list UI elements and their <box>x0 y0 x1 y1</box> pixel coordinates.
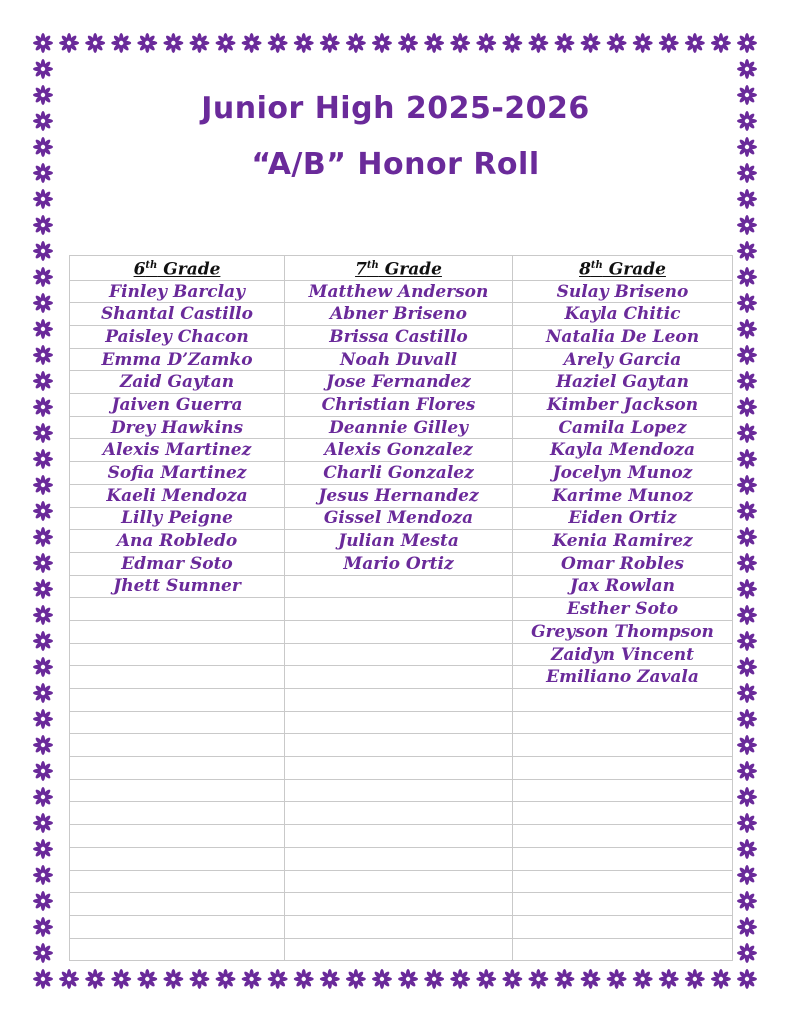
student-name-cell: Alexis Martinez <box>70 439 285 462</box>
asterisk-flower-icon <box>476 33 496 53</box>
student-name-cell: Mario Ortiz <box>285 552 513 575</box>
student-name-cell <box>285 666 513 689</box>
asterisk-flower-icon <box>685 969 705 989</box>
column-header-6th-grade: 6th Grade <box>70 256 285 281</box>
asterisk-flower-icon <box>450 969 470 989</box>
asterisk-flower-icon <box>33 371 53 391</box>
student-name-cell: Camila Lopez <box>513 416 733 439</box>
student-name-cell: Jesus Hernandez <box>285 484 513 507</box>
asterisk-flower-icon <box>737 761 757 781</box>
student-name-cell: Abner Briseno <box>285 303 513 326</box>
student-name-cell: Natalia De Leon <box>513 326 733 349</box>
title-block <box>0 88 791 186</box>
asterisk-flower-icon <box>711 969 731 989</box>
asterisk-flower-icon <box>737 527 757 547</box>
table-row <box>70 666 733 689</box>
student-name-cell <box>285 847 513 870</box>
asterisk-flower-icon <box>476 969 496 989</box>
asterisk-flower-icon <box>33 605 53 625</box>
asterisk-flower-icon <box>737 657 757 677</box>
asterisk-flower-icon <box>737 59 757 79</box>
student-name-cell <box>70 915 285 938</box>
asterisk-flower-icon <box>33 527 53 547</box>
asterisk-flower-icon <box>216 33 236 53</box>
asterisk-flower-icon <box>33 475 53 495</box>
asterisk-flower-icon <box>33 709 53 729</box>
student-name-cell: Jocelyn Munoz <box>513 462 733 485</box>
student-name-cell <box>513 847 733 870</box>
asterisk-flower-icon <box>372 33 392 53</box>
table-row <box>70 530 733 553</box>
asterisk-flower-icon <box>33 813 53 833</box>
asterisk-flower-icon <box>737 397 757 417</box>
table-row <box>70 348 733 371</box>
asterisk-flower-icon <box>737 475 757 495</box>
asterisk-flower-icon <box>737 709 757 729</box>
student-name-cell: Brissa Castillo <box>285 326 513 349</box>
asterisk-flower-icon <box>502 969 522 989</box>
student-name-cell <box>285 802 513 825</box>
asterisk-flower-icon <box>33 293 53 313</box>
asterisk-flower-icon <box>59 33 79 53</box>
table-row <box>70 893 733 916</box>
student-name-cell: Jax Rowlan <box>513 575 733 598</box>
table-row <box>70 280 733 303</box>
student-name-cell: Esther Soto <box>513 598 733 621</box>
column-header-7th-grade: 7th Grade <box>285 256 513 281</box>
asterisk-flower-icon <box>737 33 757 53</box>
table-row <box>70 825 733 848</box>
student-name-cell: Zaidyn Vincent <box>513 643 733 666</box>
asterisk-flower-icon <box>737 865 757 885</box>
asterisk-flower-icon <box>33 969 53 989</box>
asterisk-flower-icon <box>398 969 418 989</box>
table-row <box>70 757 733 780</box>
asterisk-flower-icon <box>737 449 757 469</box>
asterisk-flower-icon <box>607 969 627 989</box>
asterisk-flower-icon <box>33 631 53 651</box>
table-row <box>70 303 733 326</box>
student-name-cell: Christian Flores <box>285 394 513 417</box>
student-name-cell <box>285 938 513 961</box>
table-row <box>70 779 733 802</box>
asterisk-flower-icon <box>346 969 366 989</box>
asterisk-flower-icon <box>502 33 522 53</box>
asterisk-flower-icon <box>33 839 53 859</box>
asterisk-flower-icon <box>85 33 105 53</box>
asterisk-flower-icon <box>372 969 392 989</box>
asterisk-flower-icon <box>607 33 627 53</box>
asterisk-flower-icon <box>737 319 757 339</box>
asterisk-flower-icon <box>737 891 757 911</box>
asterisk-flower-icon <box>737 735 757 755</box>
student-name-cell <box>513 938 733 961</box>
student-name-cell: Sulay Briseno <box>513 280 733 303</box>
student-name-cell: Sofia Martinez <box>70 462 285 485</box>
asterisk-flower-icon <box>737 969 757 989</box>
asterisk-flower-icon <box>737 943 757 963</box>
asterisk-flower-icon <box>85 969 105 989</box>
table-row <box>70 847 733 870</box>
student-name-cell <box>70 870 285 893</box>
page-title: Junior High 2025-2026 <box>201 91 590 126</box>
student-name-cell: Omar Robles <box>513 552 733 575</box>
asterisk-flower-icon <box>33 657 53 677</box>
table-row <box>70 620 733 643</box>
asterisk-flower-icon <box>294 969 314 989</box>
asterisk-flower-icon <box>33 787 53 807</box>
asterisk-flower-icon <box>737 917 757 937</box>
student-name-cell: Jaiven Guerra <box>70 394 285 417</box>
student-name-cell: Paisley Chacon <box>70 326 285 349</box>
student-name-cell: Kayla Mendoza <box>513 439 733 462</box>
table-row <box>70 575 733 598</box>
asterisk-flower-icon <box>294 33 314 53</box>
student-name-cell <box>513 825 733 848</box>
student-name-cell <box>513 711 733 734</box>
student-name-cell <box>285 870 513 893</box>
asterisk-flower-icon <box>711 33 731 53</box>
student-name-cell <box>70 825 285 848</box>
table-row <box>70 462 733 485</box>
student-name-cell <box>70 802 285 825</box>
page-subtitle: “A/B” Honor Roll <box>251 147 540 182</box>
student-name-cell: Charli Gonzalez <box>285 462 513 485</box>
asterisk-flower-icon <box>737 215 757 235</box>
asterisk-flower-icon <box>554 969 574 989</box>
student-name-cell: Noah Duvall <box>285 348 513 371</box>
student-name-cell: Deannie Gilley <box>285 416 513 439</box>
asterisk-flower-icon <box>528 969 548 989</box>
asterisk-flower-icon <box>424 969 444 989</box>
asterisk-flower-icon <box>581 33 601 53</box>
asterisk-flower-icon <box>33 865 53 885</box>
table-row <box>70 552 733 575</box>
table-row <box>70 371 733 394</box>
student-name-cell: Drey Hawkins <box>70 416 285 439</box>
student-name-cell: Ana Robledo <box>70 530 285 553</box>
asterisk-flower-icon <box>268 969 288 989</box>
asterisk-flower-icon <box>346 33 366 53</box>
student-name-cell <box>285 643 513 666</box>
asterisk-flower-icon <box>189 33 209 53</box>
student-name-cell <box>285 757 513 780</box>
table-header-row <box>70 256 733 281</box>
asterisk-flower-icon <box>737 787 757 807</box>
asterisk-flower-icon <box>111 969 131 989</box>
asterisk-flower-icon <box>111 33 131 53</box>
student-name-cell <box>513 734 733 757</box>
student-name-cell: Eiden Ortiz <box>513 507 733 530</box>
asterisk-flower-icon <box>33 423 53 443</box>
asterisk-flower-icon <box>424 33 444 53</box>
student-name-cell <box>70 711 285 734</box>
asterisk-flower-icon <box>33 189 53 209</box>
asterisk-flower-icon <box>737 293 757 313</box>
asterisk-flower-icon <box>633 969 653 989</box>
asterisk-flower-icon <box>737 267 757 287</box>
student-name-cell <box>70 620 285 643</box>
asterisk-flower-icon <box>33 891 53 911</box>
student-name-cell <box>70 666 285 689</box>
student-name-cell <box>285 779 513 802</box>
student-name-cell: Kimber Jackson <box>513 394 733 417</box>
asterisk-flower-icon <box>659 33 679 53</box>
asterisk-flower-icon <box>33 319 53 339</box>
table-row <box>70 915 733 938</box>
student-name-cell: Haziel Gaytan <box>513 371 733 394</box>
student-name-cell: Finley Barclay <box>70 280 285 303</box>
asterisk-flower-icon <box>33 683 53 703</box>
asterisk-flower-icon <box>33 215 53 235</box>
student-name-cell <box>513 757 733 780</box>
asterisk-flower-icon <box>737 423 757 443</box>
student-name-cell: Arely Garcia <box>513 348 733 371</box>
table-row <box>70 394 733 417</box>
asterisk-flower-icon <box>320 33 340 53</box>
student-name-cell <box>70 893 285 916</box>
asterisk-flower-icon <box>242 969 262 989</box>
student-name-cell <box>285 575 513 598</box>
table-row <box>70 938 733 961</box>
asterisk-flower-icon <box>320 969 340 989</box>
student-name-cell: Kenia Ramirez <box>513 530 733 553</box>
student-name-cell: Edmar Soto <box>70 552 285 575</box>
asterisk-flower-icon <box>659 969 679 989</box>
asterisk-flower-icon <box>33 761 53 781</box>
student-name-cell: Emiliano Zavala <box>513 666 733 689</box>
asterisk-flower-icon <box>737 631 757 651</box>
table-row <box>70 507 733 530</box>
table-row <box>70 484 733 507</box>
student-name-cell <box>513 689 733 712</box>
column-header-8th-grade: 8th Grade <box>513 256 733 281</box>
table-row <box>70 734 733 757</box>
student-name-cell: Lilly Peigne <box>70 507 285 530</box>
student-name-cell <box>70 643 285 666</box>
asterisk-flower-icon <box>33 241 53 261</box>
asterisk-flower-icon <box>33 397 53 417</box>
asterisk-flower-icon <box>737 605 757 625</box>
asterisk-flower-icon <box>33 449 53 469</box>
asterisk-flower-icon <box>242 33 262 53</box>
table-row <box>70 598 733 621</box>
student-name-cell: Karime Munoz <box>513 484 733 507</box>
table-row <box>70 643 733 666</box>
table-row <box>70 326 733 349</box>
student-name-cell: Emma D’Zamko <box>70 348 285 371</box>
asterisk-flower-icon <box>189 969 209 989</box>
asterisk-flower-icon <box>137 33 157 53</box>
student-name-cell: Kaeli Mendoza <box>70 484 285 507</box>
student-name-cell <box>70 689 285 712</box>
student-name-cell <box>513 893 733 916</box>
student-name-cell <box>285 825 513 848</box>
asterisk-flower-icon <box>33 33 53 53</box>
student-name-cell <box>70 598 285 621</box>
asterisk-flower-icon <box>581 969 601 989</box>
student-name-cell: Shantal Castillo <box>70 303 285 326</box>
honor-roll-table <box>69 255 733 961</box>
student-name-cell <box>70 734 285 757</box>
asterisk-flower-icon <box>528 33 548 53</box>
asterisk-flower-icon <box>450 33 470 53</box>
table-row <box>70 870 733 893</box>
asterisk-flower-icon <box>59 969 79 989</box>
asterisk-flower-icon <box>685 33 705 53</box>
student-name-cell <box>513 915 733 938</box>
asterisk-flower-icon <box>268 33 288 53</box>
student-name-cell <box>285 689 513 712</box>
asterisk-flower-icon <box>33 345 53 365</box>
student-name-cell <box>285 598 513 621</box>
asterisk-flower-icon <box>737 579 757 599</box>
asterisk-flower-icon <box>33 943 53 963</box>
student-name-cell <box>285 893 513 916</box>
student-name-cell <box>285 734 513 757</box>
asterisk-flower-icon <box>33 917 53 937</box>
table-row <box>70 439 733 462</box>
asterisk-flower-icon <box>398 33 418 53</box>
asterisk-flower-icon <box>737 813 757 833</box>
asterisk-flower-icon <box>737 839 757 859</box>
student-name-cell: Greyson Thompson <box>513 620 733 643</box>
student-name-cell: Gissel Mendoza <box>285 507 513 530</box>
table-row <box>70 416 733 439</box>
student-name-cell: Jhett Sumner <box>70 575 285 598</box>
asterisk-flower-icon <box>737 501 757 521</box>
student-name-cell <box>70 757 285 780</box>
asterisk-flower-icon <box>633 33 653 53</box>
asterisk-flower-icon <box>163 969 183 989</box>
asterisk-flower-icon <box>163 33 183 53</box>
student-name-cell <box>70 847 285 870</box>
student-name-cell <box>513 802 733 825</box>
student-name-cell: Jose Fernandez <box>285 371 513 394</box>
asterisk-flower-icon <box>737 553 757 573</box>
asterisk-flower-icon <box>137 969 157 989</box>
asterisk-flower-icon <box>33 735 53 755</box>
asterisk-flower-icon <box>216 969 236 989</box>
student-name-cell: Kayla Chitic <box>513 303 733 326</box>
asterisk-flower-icon <box>737 241 757 261</box>
table-row <box>70 802 733 825</box>
student-name-cell <box>285 915 513 938</box>
student-name-cell: Julian Mesta <box>285 530 513 553</box>
asterisk-flower-icon <box>737 371 757 391</box>
student-name-cell: Alexis Gonzalez <box>285 439 513 462</box>
asterisk-flower-icon <box>33 579 53 599</box>
asterisk-flower-icon <box>33 267 53 287</box>
asterisk-flower-icon <box>737 683 757 703</box>
student-name-cell <box>513 870 733 893</box>
table-row <box>70 711 733 734</box>
student-name-cell: Zaid Gaytan <box>70 371 285 394</box>
student-name-cell <box>70 938 285 961</box>
table-row <box>70 689 733 712</box>
asterisk-flower-icon <box>737 345 757 365</box>
asterisk-flower-icon <box>33 59 53 79</box>
student-name-cell: Matthew Anderson <box>285 280 513 303</box>
asterisk-flower-icon <box>737 189 757 209</box>
student-name-cell <box>285 711 513 734</box>
asterisk-flower-icon <box>554 33 574 53</box>
student-name-cell <box>285 620 513 643</box>
student-name-cell <box>513 779 733 802</box>
asterisk-flower-icon <box>33 501 53 521</box>
asterisk-flower-icon <box>33 553 53 573</box>
student-name-cell <box>70 779 285 802</box>
